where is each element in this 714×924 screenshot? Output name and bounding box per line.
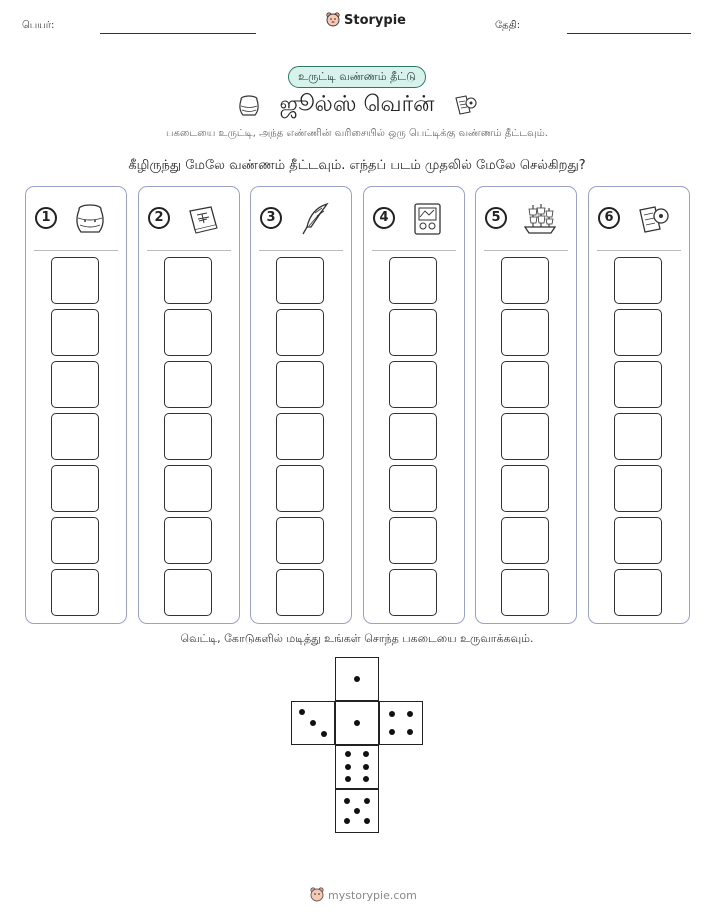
color-box[interactable] [276,465,324,512]
color-box[interactable] [614,257,662,304]
name-line [100,33,256,34]
color-box[interactable] [276,257,324,304]
activity-pill: உருட்டி வண்ணம் தீட்டு [288,66,426,88]
dice-pip [363,764,369,770]
color-box[interactable] [501,257,549,304]
column-divider [597,250,681,251]
dice-pip [310,720,316,726]
color-box[interactable] [164,569,212,616]
color-box[interactable] [614,413,662,460]
color-box[interactable] [501,517,549,564]
column-divider [259,250,343,251]
color-box[interactable] [276,413,324,460]
color-box[interactable] [389,309,437,356]
dice-column-3 [250,186,352,624]
color-box[interactable] [51,569,99,616]
brand-logo [326,12,406,28]
footer-url[interactable]: mystorypie.com [328,888,417,902]
bear-icon [326,12,340,28]
quill-icon [297,201,333,237]
dice-pip [407,711,413,717]
dice-pip [345,751,351,757]
dice-pip [354,720,360,726]
dice-column-5 [475,186,577,624]
date-label: தேதி: [495,20,521,31]
column-number: 3 [260,207,282,229]
color-box[interactable] [614,517,662,564]
color-box[interactable] [164,413,212,460]
column-number: 6 [598,207,620,229]
dice-pip [389,729,395,735]
dice-pip [345,776,351,782]
dice-pip [354,808,360,814]
color-box[interactable] [501,309,549,356]
color-box[interactable] [389,517,437,564]
color-box[interactable] [164,361,212,408]
dice-column-2 [138,186,240,624]
column-number: 5 [485,207,507,229]
cut-instructions: வெட்டி, கோடுகளில் மடித்து உங்கள் சொந்த பகடையை உருவாக்கவும். [180,632,534,645]
color-box[interactable] [276,517,324,564]
dice-face-1 [335,657,379,701]
color-box[interactable] [51,257,99,304]
color-box[interactable] [389,361,437,408]
color-box[interactable] [501,361,549,408]
color-box[interactable] [614,309,662,356]
color-box[interactable] [389,569,437,616]
dice-column-6 [588,186,690,624]
color-box[interactable] [389,257,437,304]
instructions-subtitle: பகடையை உருட்டி, அந்த எண்ணின் வரிசையில் ஒரு பெட்டிக்கு வண்ணம் தீட்டவும். [166,128,548,139]
film-reel-icon [452,92,478,118]
color-box[interactable] [614,361,662,408]
dice-face-1 [335,701,379,745]
dice-pip [344,818,350,824]
color-box[interactable] [614,569,662,616]
color-box[interactable] [389,465,437,512]
map-book-icon [410,201,446,237]
color-box[interactable] [51,517,99,564]
dice-face-3 [291,701,335,745]
color-box[interactable] [501,569,549,616]
color-box[interactable] [164,257,212,304]
color-box[interactable] [164,309,212,356]
date-line [567,33,691,34]
column-divider [34,250,118,251]
dice-pip [321,731,327,737]
color-box[interactable] [276,569,324,616]
column-divider [372,250,456,251]
dice-pip [344,798,350,804]
dice-face-5 [335,789,379,833]
color-box[interactable] [501,413,549,460]
column-number: 4 [373,207,395,229]
pot-icon [72,201,108,237]
dice-pip [354,676,360,682]
page-title: ஜூல்ஸ் வெர்ன் [279,92,435,117]
film-reel-icon [635,201,671,237]
bear-icon [310,887,324,903]
color-box[interactable] [51,465,99,512]
dice-column-1 [25,186,127,624]
name-label: பெயர்: [22,20,55,31]
column-divider [484,250,568,251]
dice-pip [389,711,395,717]
book-icon [185,201,221,237]
dice-pip [407,729,413,735]
brand-name: Storypie [344,12,406,28]
color-box[interactable] [51,309,99,356]
color-box[interactable] [389,413,437,460]
color-box[interactable] [501,465,549,512]
color-box[interactable] [276,309,324,356]
ship-icon [522,201,558,237]
dice-face-6 [335,745,379,789]
dice-pip [364,818,370,824]
dice-face-4 [379,701,423,745]
dice-pip [363,776,369,782]
color-box[interactable] [276,361,324,408]
dice-pip [363,751,369,757]
dice-pip [364,798,370,804]
color-box[interactable] [51,413,99,460]
column-number: 2 [148,207,170,229]
column-number: 1 [35,207,57,229]
color-box[interactable] [51,361,99,408]
dice-pip [299,709,305,715]
dice-pip [345,764,351,770]
dice-column-4 [363,186,465,624]
color-box[interactable] [164,465,212,512]
question-text: கீழிருந்து மேலே வண்ணம் தீட்டவும். எந்தப் படம் முதலில் மேலே செல்கிறது? [128,158,586,173]
color-box[interactable] [614,465,662,512]
color-box[interactable] [164,517,212,564]
footer [310,887,417,903]
column-divider [147,250,231,251]
